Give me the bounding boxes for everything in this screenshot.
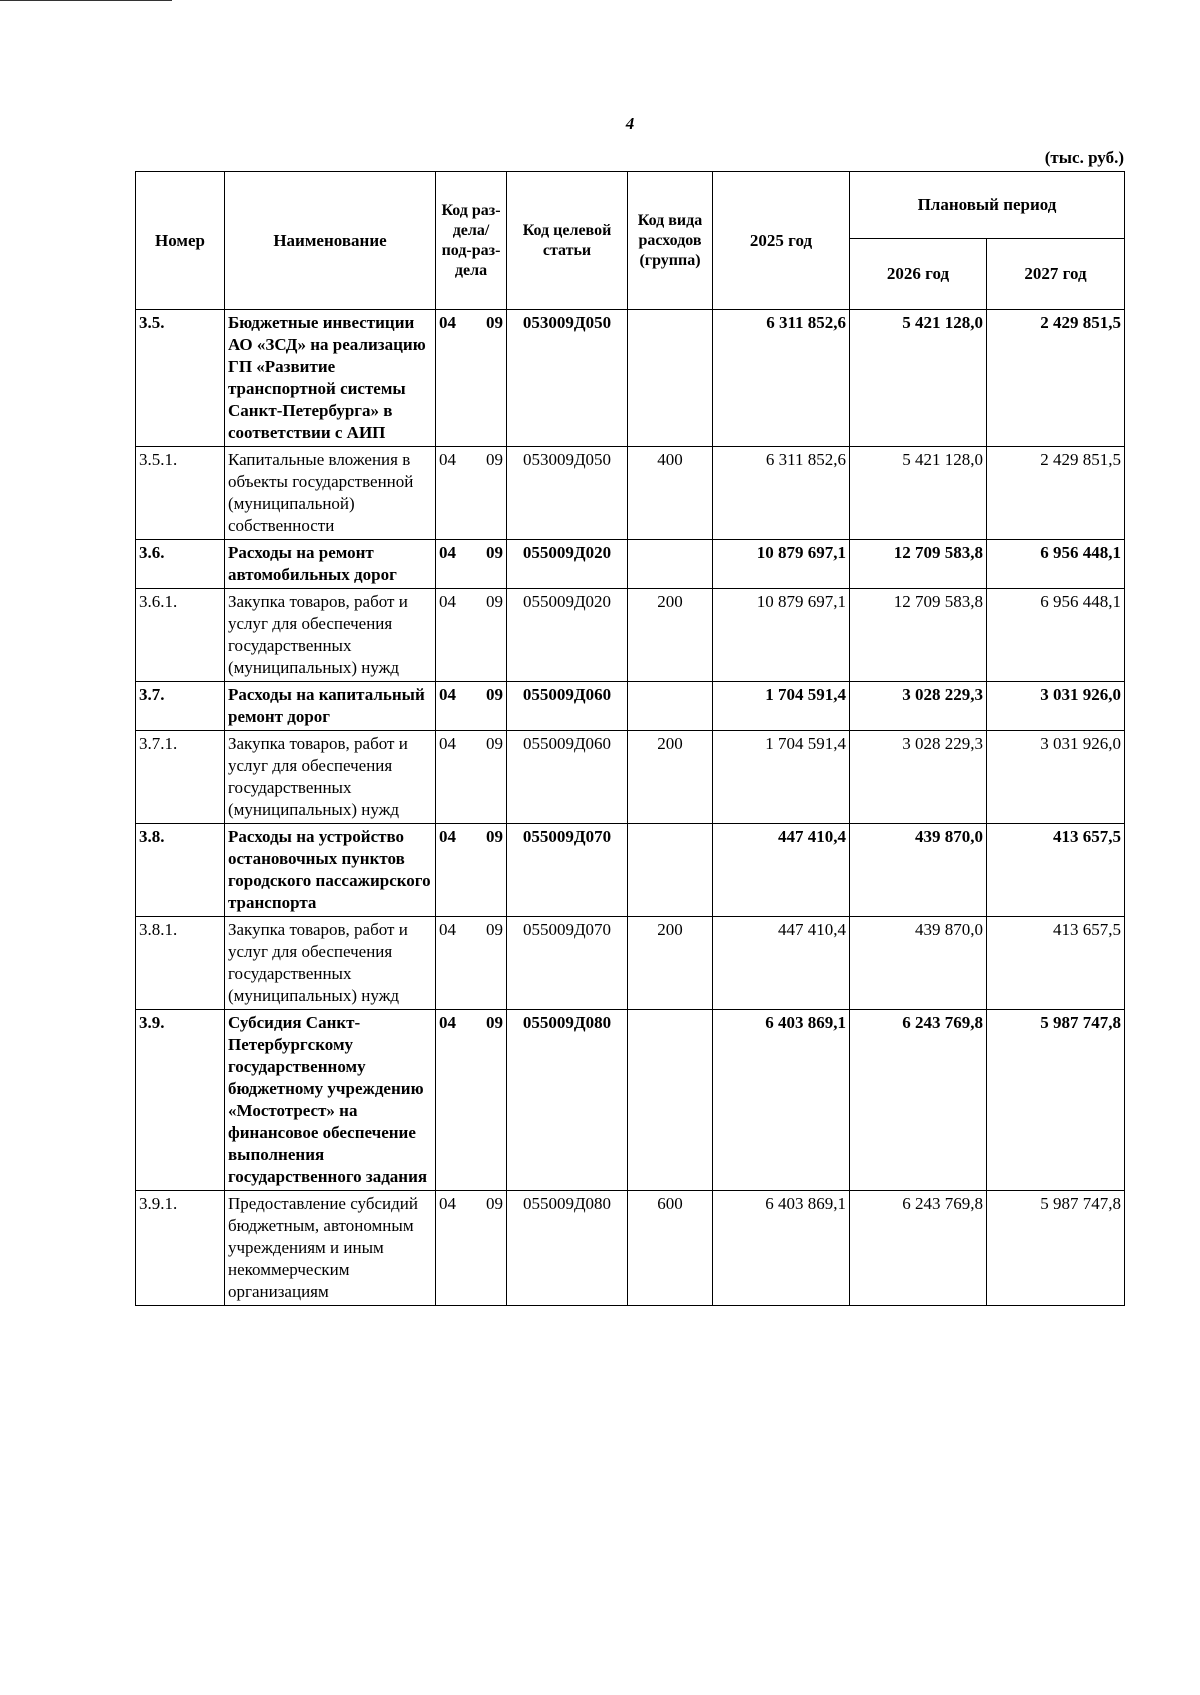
row-name: Закупка товаров, работ и услуг для обеспечения государственных (муниципальных) нужд: [225, 589, 436, 682]
row-number: 3.6.: [136, 540, 225, 589]
subsection-code: 09: [486, 543, 503, 562]
row-section-code: [436, 540, 507, 589]
subsection-code: 09: [486, 1013, 503, 1032]
row-section-code: [436, 824, 507, 917]
subsection-code: 09: [486, 685, 503, 704]
row-number: 3.9.: [136, 1010, 225, 1191]
section-code-pair: [439, 1193, 503, 1215]
row-number: 3.5.: [136, 310, 225, 447]
section-code-pair: [439, 312, 503, 334]
row-name: Расходы на капитальный ремонт дорог: [225, 682, 436, 731]
row-expense-type: [628, 682, 713, 731]
row-amount-2026: 5 421 128,0: [850, 310, 987, 447]
table-row: [136, 1010, 1125, 1191]
row-amount-2025: 1 704 591,4: [713, 731, 850, 824]
header-year-2026: 2026 год: [850, 239, 987, 310]
section-code: 04: [439, 685, 456, 704]
row-name: Капитальные вложения в объекты государственной (муниципальной) собственности: [225, 447, 436, 540]
row-target-article: 055009Д080: [507, 1191, 628, 1306]
section-code: 04: [439, 543, 456, 562]
subsection-code: 09: [486, 1194, 503, 1213]
row-amount-2027: 413 657,5: [987, 917, 1125, 1010]
row-amount-2026: 5 421 128,0: [850, 447, 987, 540]
row-number: 3.9.1.: [136, 1191, 225, 1306]
table-row: [136, 1191, 1125, 1306]
table-row: [136, 310, 1125, 447]
section-code: 04: [439, 827, 456, 846]
section-code-pair: [439, 826, 503, 848]
row-expense-type: [628, 540, 713, 589]
row-amount-2026: 12 709 583,8: [850, 540, 987, 589]
table-row: [136, 917, 1125, 1010]
row-amount-2026: 3 028 229,3: [850, 682, 987, 731]
section-code: 04: [439, 1013, 456, 1032]
section-code-pair: [439, 684, 503, 706]
row-amount-2027: 3 031 926,0: [987, 731, 1125, 824]
section-code-pair: [439, 1012, 503, 1034]
row-expense-type: 200: [628, 731, 713, 824]
row-amount-2026: 3 028 229,3: [850, 731, 987, 824]
row-expense-type: 400: [628, 447, 713, 540]
row-number: 3.7.1.: [136, 731, 225, 824]
row-amount-2025: 6 311 852,6: [713, 310, 850, 447]
row-section-code: [436, 589, 507, 682]
row-expense-type: [628, 310, 713, 447]
table-body: [136, 310, 1125, 1306]
corner-rule: [0, 0, 172, 1]
row-number: 3.5.1.: [136, 447, 225, 540]
header-row: [136, 172, 1125, 239]
row-target-article: 053009Д050: [507, 310, 628, 447]
row-expense-type: [628, 1010, 713, 1191]
section-code-pair: [439, 591, 503, 613]
units-label: (тыс. руб.): [1044, 148, 1124, 167]
row-section-code: [436, 682, 507, 731]
header-section: Код раз-дела/ под-раз-дела: [436, 172, 507, 310]
row-name: Расходы на устройство остановочных пунктов городского пассажирского транспорта: [225, 824, 436, 917]
subsection-code: 09: [486, 313, 503, 332]
row-amount-2025: 447 410,4: [713, 917, 850, 1010]
row-amount-2025: 10 879 697,1: [713, 540, 850, 589]
row-expense-type: 200: [628, 917, 713, 1010]
row-section-code: [436, 1010, 507, 1191]
header-number: Номер: [136, 172, 225, 310]
row-name: Субсидия Санкт-Петербургскому государственному бюджетному учреждению «Мостотрест» на финансовое обеспечение выполнения государственного задания: [225, 1010, 436, 1191]
row-amount-2025: 6 403 869,1: [713, 1010, 850, 1191]
row-amount-2025: 6 403 869,1: [713, 1191, 850, 1306]
row-amount-2025: 1 704 591,4: [713, 682, 850, 731]
subsection-code: 09: [486, 827, 503, 846]
row-amount-2026: 439 870,0: [850, 917, 987, 1010]
header-year-2027: 2027 год: [987, 239, 1125, 310]
table-row: [136, 682, 1125, 731]
section-code-pair: [439, 919, 503, 941]
row-amount-2027: 3 031 926,0: [987, 682, 1125, 731]
section-code: 04: [439, 450, 456, 469]
table-row: [136, 540, 1125, 589]
row-amount-2026: 6 243 769,8: [850, 1191, 987, 1306]
section-code-pair: [439, 542, 503, 564]
subsection-code: 09: [486, 920, 503, 939]
table-row: [136, 447, 1125, 540]
row-amount-2026: 439 870,0: [850, 824, 987, 917]
row-amount-2027: 5 987 747,8: [987, 1010, 1125, 1191]
row-expense-type: 600: [628, 1191, 713, 1306]
row-target-article: 055009Д080: [507, 1010, 628, 1191]
row-expense-type: 200: [628, 589, 713, 682]
row-name: Предоставление субсидий бюджетным, автономным учреждениям и иным некоммерческим организациям: [225, 1191, 436, 1306]
row-target-article: 055009Д020: [507, 589, 628, 682]
page-number: 4: [625, 114, 635, 133]
table-row: [136, 589, 1125, 682]
header-name: Наименование: [225, 172, 436, 310]
row-amount-2027: 413 657,5: [987, 824, 1125, 917]
section-code: 04: [439, 920, 456, 939]
row-target-article: 055009Д060: [507, 682, 628, 731]
row-amount-2026: 6 243 769,8: [850, 1010, 987, 1191]
table-row: [136, 731, 1125, 824]
row-number: 3.7.: [136, 682, 225, 731]
row-amount-2027: 6 956 448,1: [987, 589, 1125, 682]
row-amount-2027: 6 956 448,1: [987, 540, 1125, 589]
section-code-pair: [439, 449, 503, 471]
subsection-code: 09: [486, 734, 503, 753]
row-target-article: 053009Д050: [507, 447, 628, 540]
row-number: 3.8.: [136, 824, 225, 917]
row-expense-type: [628, 824, 713, 917]
row-section-code: [436, 447, 507, 540]
row-name: Бюджетные инвестиции АО «ЗСД» на реализацию ГП «Развитие транспортной системы Санкт-Петербурга» в соответствии с АИП: [225, 310, 436, 447]
header-planning-period: Плановый период: [850, 172, 1125, 239]
row-amount-2027: 5 987 747,8: [987, 1191, 1125, 1306]
header-target-article: Код целевой статьи: [507, 172, 628, 310]
header-year-2025: 2025 год: [713, 172, 850, 310]
section-code: 04: [439, 592, 456, 611]
row-section-code: [436, 1191, 507, 1306]
row-target-article: 055009Д070: [507, 917, 628, 1010]
section-code: 04: [439, 313, 456, 332]
row-amount-2026: 12 709 583,8: [850, 589, 987, 682]
section-code: 04: [439, 734, 456, 753]
row-name: Расходы на ремонт автомобильных дорог: [225, 540, 436, 589]
row-section-code: [436, 310, 507, 447]
row-name: Закупка товаров, работ и услуг для обеспечения государственных (муниципальных) нужд: [225, 917, 436, 1010]
row-amount-2027: 2 429 851,5: [987, 310, 1125, 447]
row-number: 3.8.1.: [136, 917, 225, 1010]
row-amount-2027: 2 429 851,5: [987, 447, 1125, 540]
header-expense-type: Код вида расходов (группа): [628, 172, 713, 310]
section-code-pair: [439, 733, 503, 755]
row-target-article: 055009Д070: [507, 824, 628, 917]
row-name: Закупка товаров, работ и услуг для обеспечения государственных (муниципальных) нужд: [225, 731, 436, 824]
row-target-article: 055009Д060: [507, 731, 628, 824]
subsection-code: 09: [486, 592, 503, 611]
budget-table: [135, 171, 1125, 1306]
row-section-code: [436, 731, 507, 824]
row-amount-2025: 6 311 852,6: [713, 447, 850, 540]
table-row: [136, 824, 1125, 917]
row-number: 3.6.1.: [136, 589, 225, 682]
subsection-code: 09: [486, 450, 503, 469]
row-amount-2025: 10 879 697,1: [713, 589, 850, 682]
section-code: 04: [439, 1194, 456, 1213]
row-target-article: 055009Д020: [507, 540, 628, 589]
row-amount-2025: 447 410,4: [713, 824, 850, 917]
row-section-code: [436, 917, 507, 1010]
